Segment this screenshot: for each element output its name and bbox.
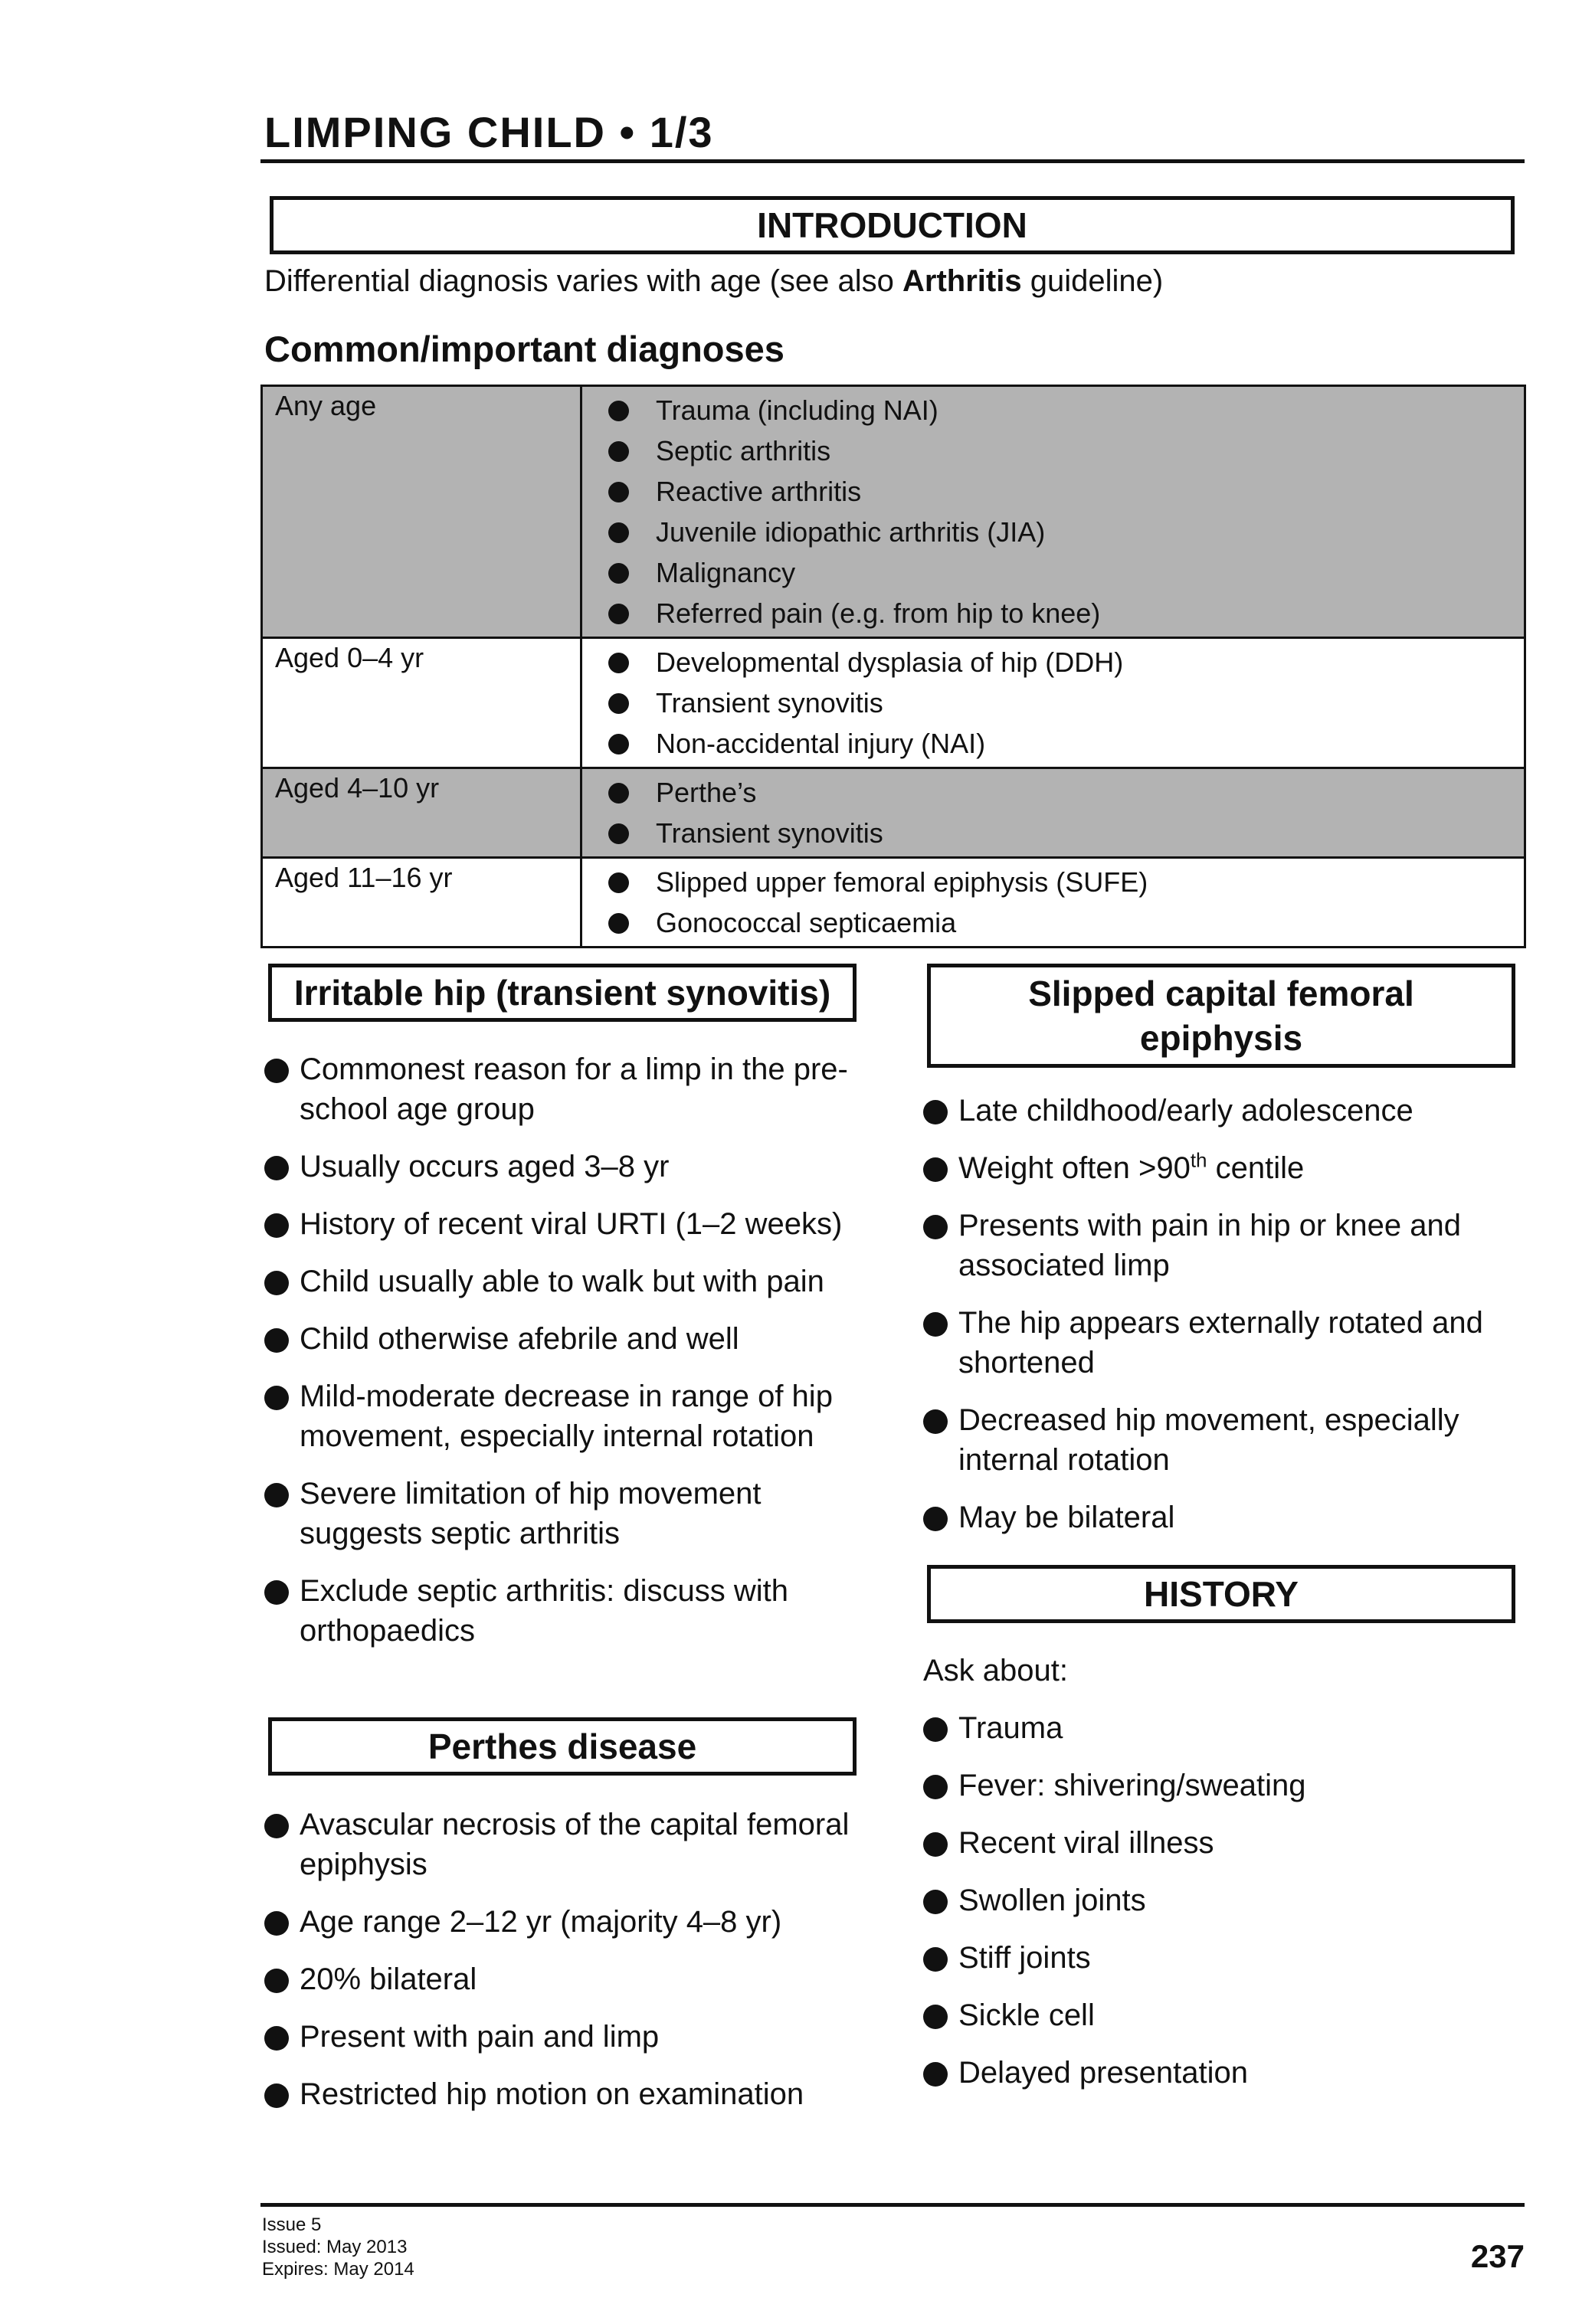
list-item: Exclude septic arthritis: discuss with orthopaedics [264, 1571, 885, 1651]
footer-rule [260, 2203, 1525, 2207]
table-row [262, 386, 1525, 638]
list-item: Recent viral illness [923, 1823, 1528, 1863]
history-intro: Ask about: [923, 1654, 1069, 1687]
irritable-hip-section [264, 1049, 885, 1668]
list-item: Trauma [923, 1708, 1528, 1748]
page-number: 237 [1470, 2238, 1525, 2274]
diagnosis-cell [581, 386, 1525, 638]
list-item: Transient synovitis [595, 682, 1513, 723]
page-title: LIMPING CHILD • 1/3 [264, 108, 714, 156]
introduction-heading: INTRODUCTION [270, 196, 1515, 254]
history-section [923, 1651, 1528, 2110]
arthritis-guideline-ref: Arthritis [902, 264, 1022, 298]
perthes-heading: Perthes disease [268, 1717, 857, 1776]
expires-date: Expires: May 2014 [262, 2259, 414, 2280]
table-row [262, 768, 1525, 858]
list-item: Referred pain (e.g. from hip to knee) [595, 593, 1513, 633]
list-item: Child usually able to walk but with pain [264, 1262, 885, 1301]
list-item: Sickle cell [923, 1995, 1528, 2035]
list-item: Present with pain and limp [264, 2017, 885, 2057]
list-item: The hip appears externally rotated and shortened [923, 1303, 1528, 1383]
list-item: Perthe’s [595, 772, 1513, 813]
list-item: Avascular necrosis of the capital femoral epiphysis [264, 1805, 885, 1884]
list-item: Presents with pain in hip or knee and associated limp [923, 1206, 1528, 1285]
list-item: 20% bilateral [264, 1959, 885, 1999]
list-item: Trauma (including NAI) [595, 390, 1513, 430]
list-item: Age range 2–12 yr (majority 4–8 yr) [264, 1902, 885, 1942]
history-heading: HISTORY [927, 1565, 1515, 1623]
list-item: Severe limitation of hip movement suggests septic arthritis [264, 1474, 885, 1553]
table-row [262, 858, 1525, 948]
list-item: Gonococcal septicaemia [595, 902, 1513, 943]
age-cell: Aged 4–10 yr [262, 768, 581, 858]
list-item: Slipped upper femoral epiphysis (SUFE) [595, 862, 1513, 902]
perthes-section [264, 1805, 885, 2132]
list-item: Late childhood/early adolescence [923, 1091, 1528, 1131]
diagnoses-subheading: Common/important diagnoses [264, 329, 784, 369]
list-item: Weight often >90th centile [923, 1148, 1528, 1188]
scfe-section [923, 1091, 1528, 1555]
list-item: Developmental dysplasia of hip (DDH) [595, 642, 1513, 682]
issued-date: Issued: May 2013 [262, 2237, 408, 2257]
list-item: Transient synovitis [595, 813, 1513, 853]
list-item: Septic arthritis [595, 430, 1513, 471]
irritable-hip-heading: Irritable hip (transient synovitis) [268, 964, 857, 1022]
list-item: Stiff joints [923, 1938, 1528, 1978]
list-item: Restricted hip motion on examination [264, 2074, 885, 2114]
list-item: Commonest reason for a limp in the pre-school age group [264, 1049, 885, 1129]
scfe-heading: Slipped capital femoral epiphysis [927, 964, 1515, 1068]
list-item: Juvenile idiopathic arthritis (JIA) [595, 512, 1513, 552]
list-item: History of recent viral URTI (1–2 weeks) [264, 1204, 885, 1244]
list-item: May be bilateral [923, 1498, 1528, 1537]
list-item: Child otherwise afebrile and well [264, 1319, 885, 1359]
list-item: Mild-moderate decrease in range of hip movement, especially internal rotation [264, 1376, 885, 1456]
list-item: Fever: shivering/sweating [923, 1766, 1528, 1805]
list-item: Usually occurs aged 3–8 yr [264, 1147, 885, 1187]
list-item: Delayed presentation [923, 2053, 1528, 2093]
list-item: Reactive arthritis [595, 471, 1513, 512]
table-row [262, 638, 1525, 768]
diagnosis-cell [581, 638, 1525, 768]
intro-text: Differential diagnosis varies with age (see also Arthritis guideline) [264, 264, 1164, 298]
list-item: Non-accidental injury (NAI) [595, 723, 1513, 764]
diagnosis-cell [581, 858, 1525, 948]
diagnosis-cell [581, 768, 1525, 858]
age-cell: Aged 11–16 yr [262, 858, 581, 948]
age-cell: Aged 0–4 yr [262, 638, 581, 768]
list-item: Malignancy [595, 552, 1513, 593]
age-cell: Any age [262, 386, 581, 638]
issue-label: Issue 5 [262, 2214, 322, 2235]
list-item: Decreased hip movement, especially internal rotation [923, 1400, 1528, 1480]
footer-meta [262, 2214, 414, 2280]
diagnoses-table [260, 385, 1526, 948]
list-item: Swollen joints [923, 1880, 1528, 1920]
title-rule [260, 159, 1525, 163]
